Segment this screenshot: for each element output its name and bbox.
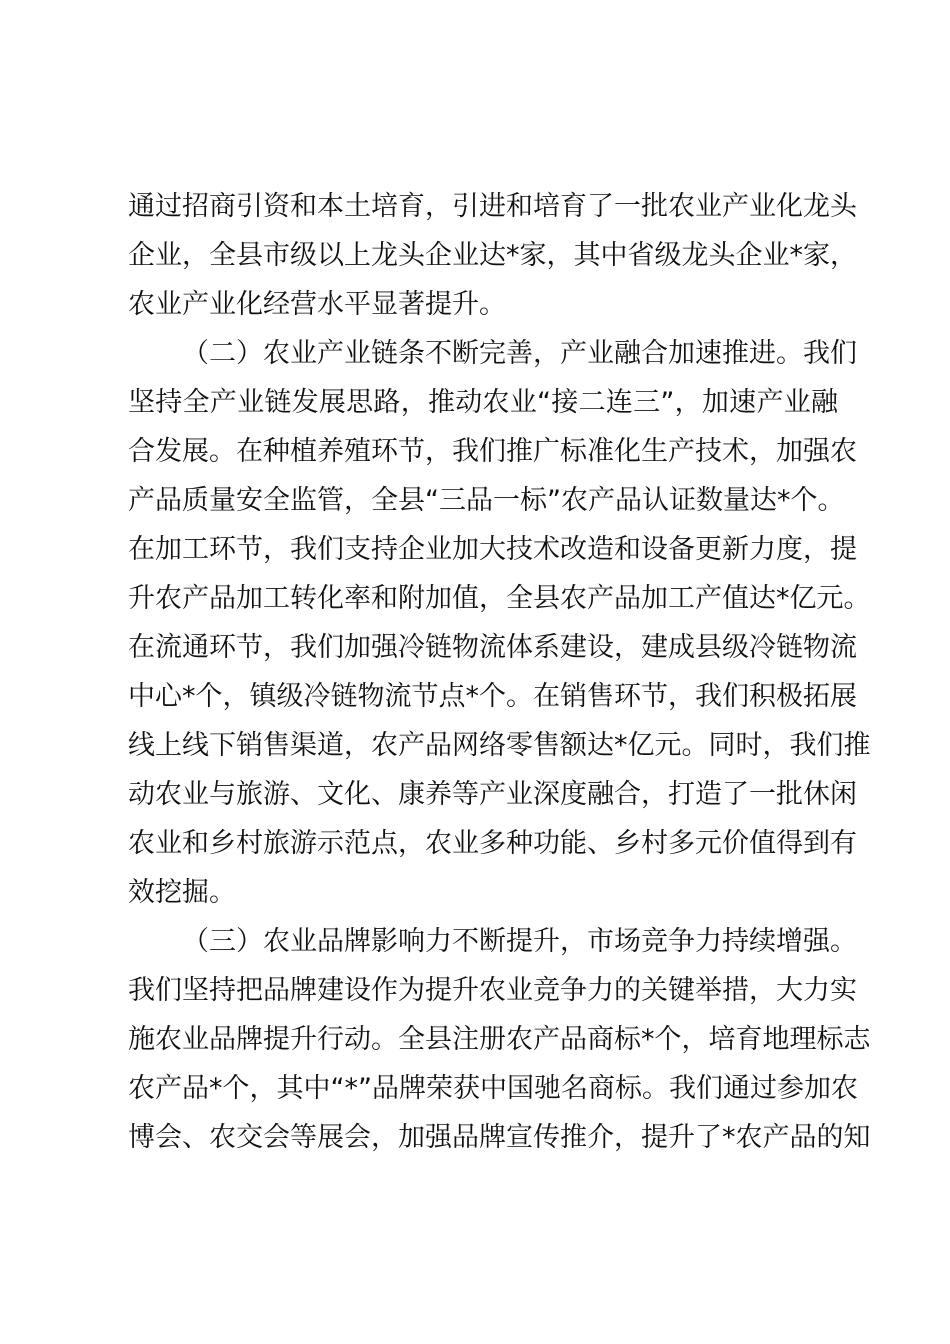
text-line: 在流通环节，我们加强冷链物流体系建设，建成县级冷链物流 [128, 632, 857, 663]
text-line: 农业产业化经营水平显著提升。 [128, 289, 506, 320]
text-line: 农业和乡村旅游示范点，农业多种功能、乡村多元价值得到有 [128, 828, 857, 859]
document-body [128, 182, 871, 1162]
text-line: 在加工环节，我们支持企业加大技术改造和设备更新力度，提 [128, 534, 857, 565]
paragraph-1 [128, 182, 857, 329]
text-line: 动农业与旅游、文化、康养等产业深度融合，打造了一批休闲 [128, 779, 857, 810]
text-line: 施农业品牌提升行动。全县注册农产品商标*个，培育地理标志 [128, 1024, 871, 1055]
paragraph-2 [128, 329, 871, 917]
text-line: 效挖掘。 [128, 877, 236, 908]
text-line: 坚持全产业链发展思路，推动农业“接二连三”，加速产业融 [128, 387, 838, 418]
paragraph-heading-line: （二）农业产业链条不断完善，产业融合加速推进。我们 [182, 338, 857, 369]
text-line: 通过招商引资和本土培育，引进和培育了一批农业产业化龙头 [128, 191, 857, 222]
text-line: 博会、农交会等展会，加强品牌宣传推介，提升了*农产品的知 [128, 1122, 871, 1153]
text-line: 合发展。在种植养殖环节，我们推广标准化生产技术，加强农 [128, 436, 857, 467]
text-line: 产品质量安全监管，全县“三品一标”农产品认证数量达*个。 [128, 485, 845, 516]
text-line: 企业，全县市级以上龙头企业达*家，其中省级龙头企业*家， [128, 240, 857, 271]
text-line: 中心*个，镇级冷链物流节点*个。在销售环节，我们积极拓展 [128, 681, 857, 712]
paragraph-3 [128, 917, 871, 1162]
text-line: 线上线下销售渠道，农产品网络零售额达*亿元。同时，我们推 [128, 730, 871, 761]
text-line: 农产品*个，其中“*”品牌荣获中国驰名商标。我们通过参加农 [128, 1073, 858, 1104]
paragraph-heading-line: （三）农业品牌影响力不断提升，市场竞争力持续增强。 [182, 926, 857, 957]
text-line: 我们坚持把品牌建设作为提升农业竞争力的关键举措，大力实 [128, 975, 857, 1006]
text-line: 升农产品加工转化率和附加值，全县农产品加工产值达*亿元。 [128, 583, 871, 614]
